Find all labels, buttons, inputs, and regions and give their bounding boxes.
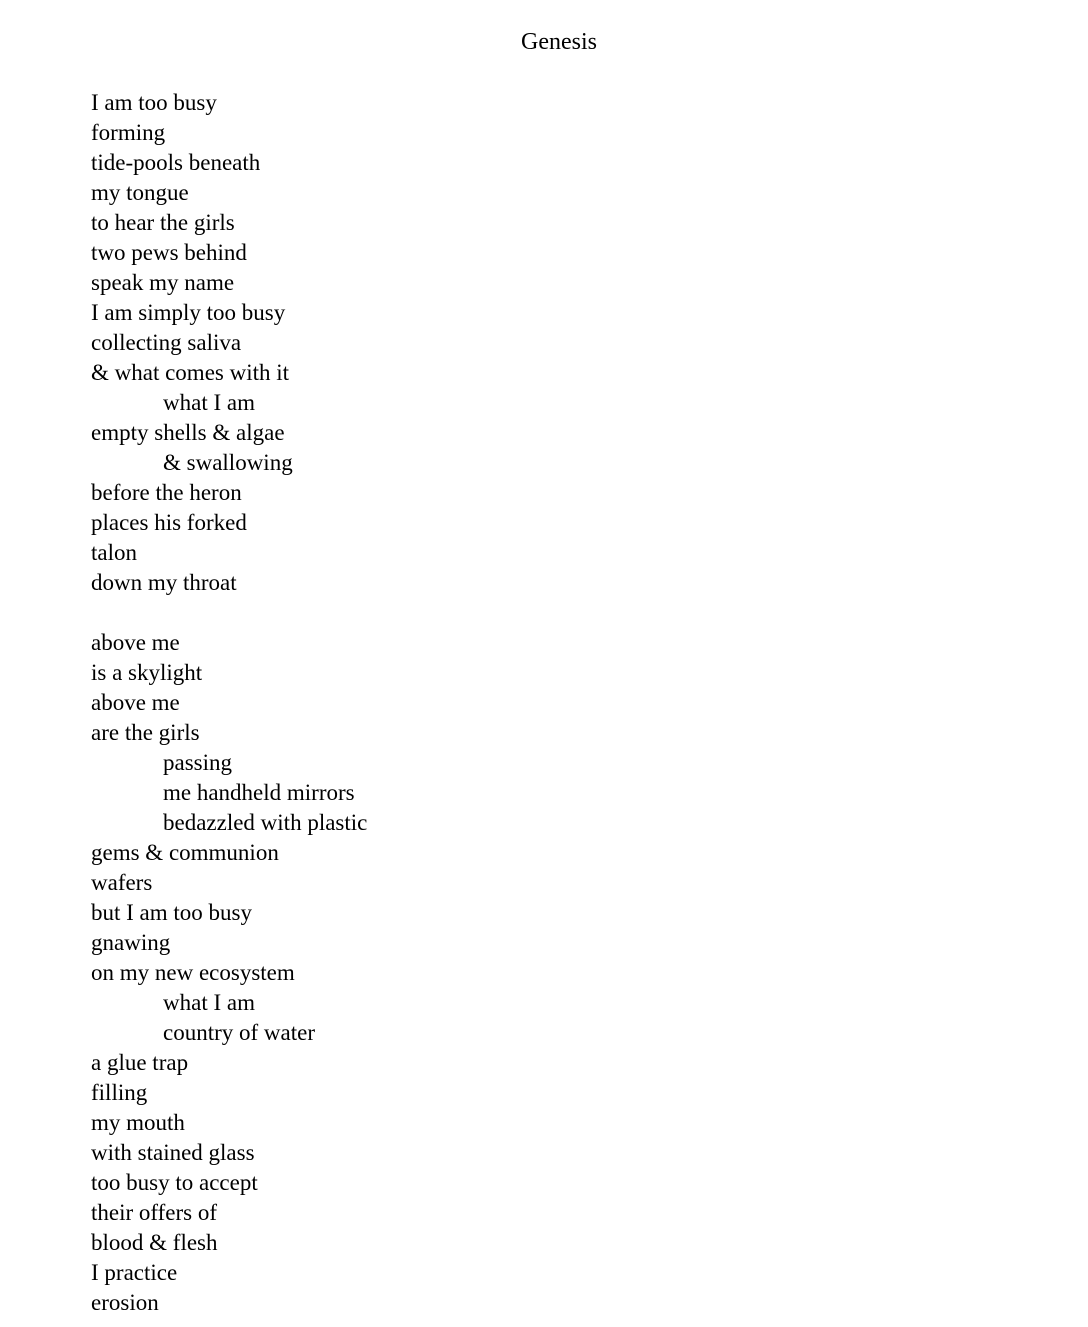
poem-line: with stained glass [91, 1140, 255, 1165]
poem-line: before the heron [91, 480, 242, 505]
poem-line: I am simply too busy [91, 300, 286, 325]
poem-title: Genesis [521, 29, 597, 55]
indented-poem-line: what I am [163, 990, 255, 1015]
poem-line: collecting saliva [91, 330, 242, 355]
stanza-2 [91, 628, 367, 1318]
poem-line: forming [91, 120, 166, 145]
poem-line: filling [91, 1080, 148, 1105]
poem-line: I am too busy [91, 90, 217, 115]
poem-body [91, 88, 367, 1318]
poem-line: speak my name [91, 270, 235, 295]
poem-line: & what comes with it [91, 360, 290, 385]
indented-poem-line: bedazzled with plastic [163, 810, 368, 835]
poem-line: is a skylight [91, 660, 203, 685]
poem-line: wafers [91, 870, 153, 895]
poem-line: are the girls [91, 720, 200, 745]
poem-line: a glue trap [91, 1050, 189, 1075]
stanza-break [91, 598, 367, 628]
poem-line: to hear the girls [91, 210, 235, 235]
poem-line: above me [91, 630, 180, 655]
indented-poem-line: country of water [163, 1020, 315, 1045]
poem-line: above me [91, 690, 180, 715]
poem-line: on my new ecosystem [91, 960, 295, 985]
indented-poem-line: passing [163, 750, 232, 775]
indented-poem-line: what I am [163, 390, 255, 415]
poem-line: too busy to accept [91, 1170, 258, 1195]
poem-line: talon [91, 540, 137, 565]
poem-line: my tongue [91, 180, 189, 205]
poem-line: their offers of [91, 1200, 218, 1225]
poem-line: empty shells & algae [91, 420, 285, 445]
poem-line: my mouth [91, 1110, 185, 1135]
indented-poem-line: me handheld mirrors [163, 780, 355, 805]
poem-line: down my throat [91, 570, 237, 595]
stanza-1 [91, 88, 367, 598]
poem-line: but I am too busy [91, 900, 252, 925]
poem-line: tide-pools beneath [91, 150, 261, 175]
poem-line: blood & flesh [91, 1230, 218, 1255]
poem-line: two pews behind [91, 240, 247, 265]
poem-line: erosion [91, 1290, 159, 1315]
poem-line: places his forked [91, 510, 247, 535]
poem-line: gems & communion [91, 840, 279, 865]
indented-poem-line: & swallowing [163, 450, 293, 475]
poem-line: I practice [91, 1260, 178, 1285]
poem-line: gnawing [91, 930, 171, 955]
